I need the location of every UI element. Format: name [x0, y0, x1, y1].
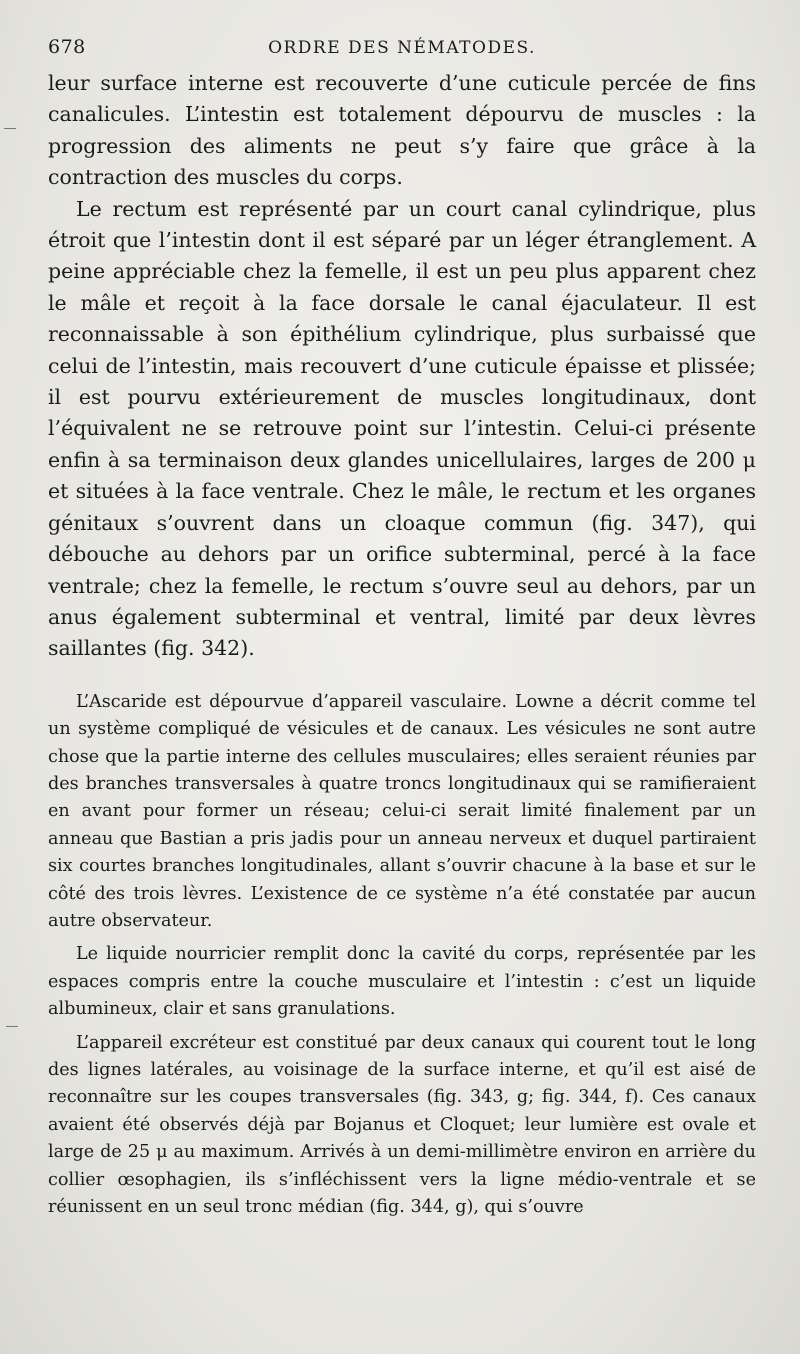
- paragraph-nutritive-liquid: Le liquide nourricier remplit donc la cavité du corps, représentée par les espaces compris entre la couche musculaire et l’intestin : c’est un liquide albumineux, clair et sans granulations.: [48, 944, 756, 1020]
- page-number: 678: [48, 36, 86, 58]
- upper-text-block: [48, 68, 756, 665]
- paragraph-excretory-apparatus: L’appareil excréteur est constitué par deux canaux qui courent tout le long des lignes latérales, au voisinage de la surface interne, et qu’il est aisé de reconnaître sur les coupes transversales (fig. 343, g; fig. 344, f). Ces canaux avaient été observés déjà par Bojanus et Cloquet; leur lumière est ovale et large de 25 μ au maximum. Arrivés à un demi-millimètre environ en arrière du collier œsophagien, ils s’infléchissent vers la ligne médio-ventrale et se réunissent en un seul tronc médian (fig. 344, g), qui s’ouvre: [48, 1032, 756, 1218]
- paragraph-intestine-cuticle: leur surface interne est recouverte d’une cuticule percée de fins canalicules. L’intestin est totalement dépourvu de muscles : la progression des aliments ne peut s’y faire que grâce à la contraction des muscles du corps.: [48, 71, 756, 190]
- running-head: [48, 32, 756, 68]
- paragraph-rectum: Le rectum est représenté par un court canal cylindrique, plus étroit que l’intestin dont il est séparé par un léger étranglement. A peine appréciable chez la femelle, il est un peu plus apparent chez le mâle et reçoit à la face dorsale le canal éjaculateur. Il est reconnaissable à son épithélium cylindrique, plus surbaissé que celui de l’intestin, mais recouvert d’une cuticule épaisse et plissée; il est pourvu extérieurement de muscles longitudinaux, dont l’équivalent ne se retrouve point sur l’intestin. Celui-ci présente enfin à sa terminaison deux glandes unicellulaires, larges de 200 μ et situées à la face ventrale. Chez le mâle, le rectum et les organes génitaux s’ouvrent dans un cloaque commun (fig. 347), qui débouche au dehors par un orifice subterminal, percé à la face ventrale; chez la femelle, le rectum s’ouvre seul au dehors, par un anus également subterminal et ventral, limité par deux lèvres saillantes (fig. 342).: [48, 196, 756, 661]
- margin-mark: [6, 1026, 18, 1027]
- lower-text-block: [48, 689, 756, 1222]
- paragraph-vascular-system: L’Ascaride est dépourvue d’appareil vasculaire. Lowne a décrit comme tel un système compliqué de vésicules et de canaux. Les vésicules ne sont autre chose que la partie interne des cellules musculaires; elles seraient réunies par des branches transversales à quatre troncs longitudinaux qui se ramifieraient en avant pour former un réseau; celui-ci serait limité finalement par un anneau que Bastian a pris jadis pour un anneau nerveux et duquel partiraient six courtes branches longitudinales, allant s’ouvrir chacune à la base et sur le côté des trois lèvres. L’existence de ce système n’a été constatée par aucun autre observateur.: [48, 691, 756, 931]
- running-title: ORDRE DES NÉMATODES.: [268, 38, 536, 58]
- margin-mark: [4, 128, 16, 129]
